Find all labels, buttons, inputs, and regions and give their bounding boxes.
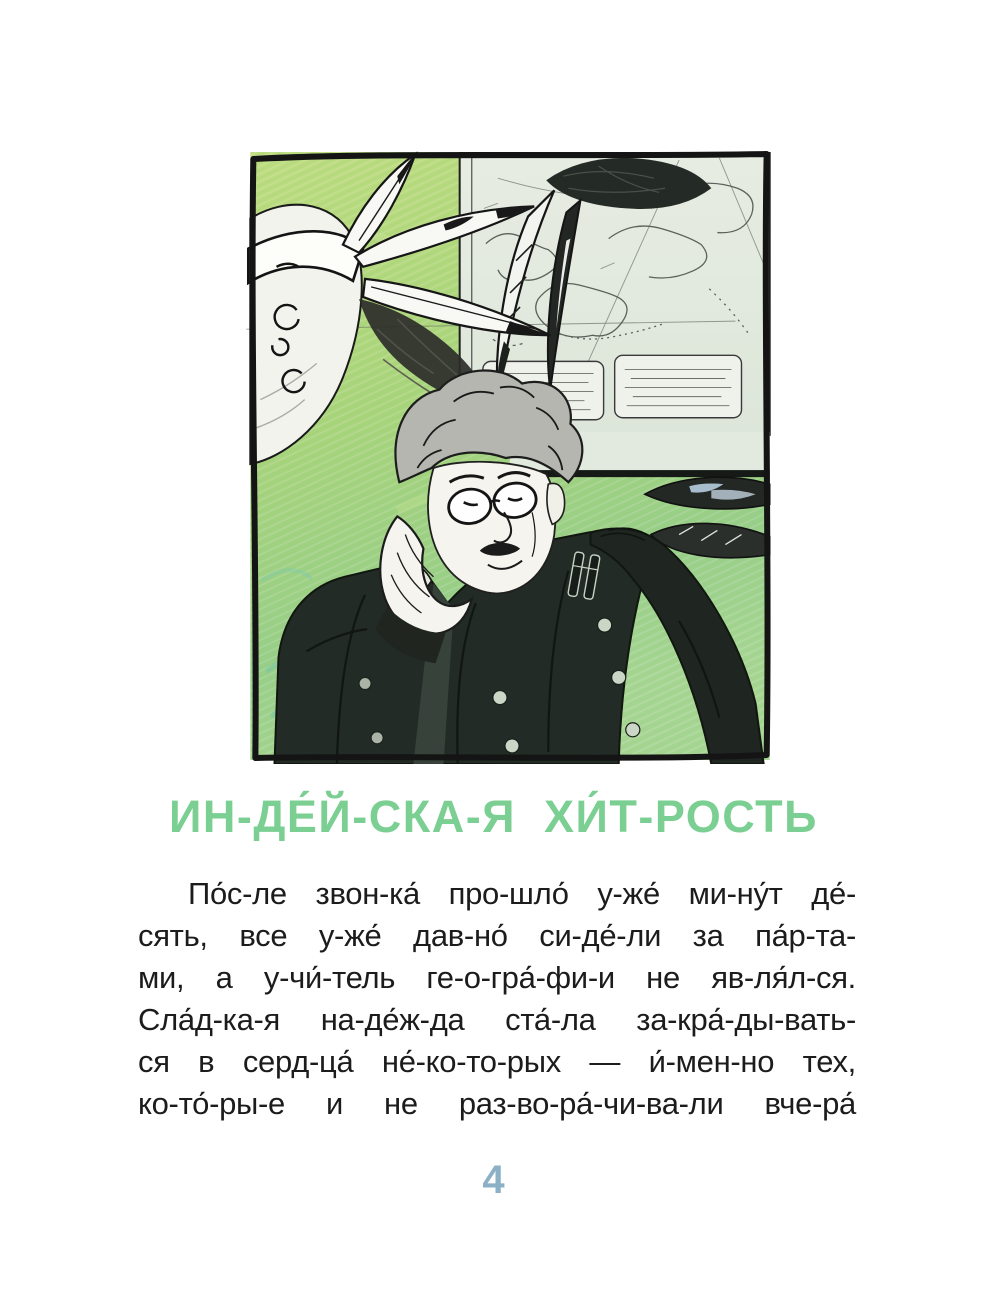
- story-illustration: [246, 148, 774, 764]
- text-line: По́с-ле звон-ка́ про-шло́ у-же́ ми-ну́т де́-: [188, 876, 856, 911]
- text-line: Сла́д-ка-я на-де́ж-да ста́-ла за-кра́-ды-вать-: [138, 1002, 856, 1037]
- illustration-canvas: [246, 148, 774, 764]
- text-line: ми, а у-чи́-тель ге-о-гра́-фи-и не яв-ля́л-ся.: [138, 960, 856, 995]
- story-paragraph: [138, 873, 856, 1125]
- text-line: ко-то́-ры-е и не раз-во-ра́-чи-ва-ли вче-ра́: [138, 1086, 856, 1121]
- story-title: ИН-ДЕ́Й-СКА-Я ХИ́Т-РОСТЬ: [169, 791, 818, 842]
- text-line: ся в серд-ца́ не́-ко-то-рых — и́-мен-но тех,: [138, 1044, 856, 1079]
- page-number: 4: [482, 1158, 505, 1202]
- text-line: сять, все у-же́ дав-но́ си-де́-ли за па́р-та-: [138, 918, 856, 953]
